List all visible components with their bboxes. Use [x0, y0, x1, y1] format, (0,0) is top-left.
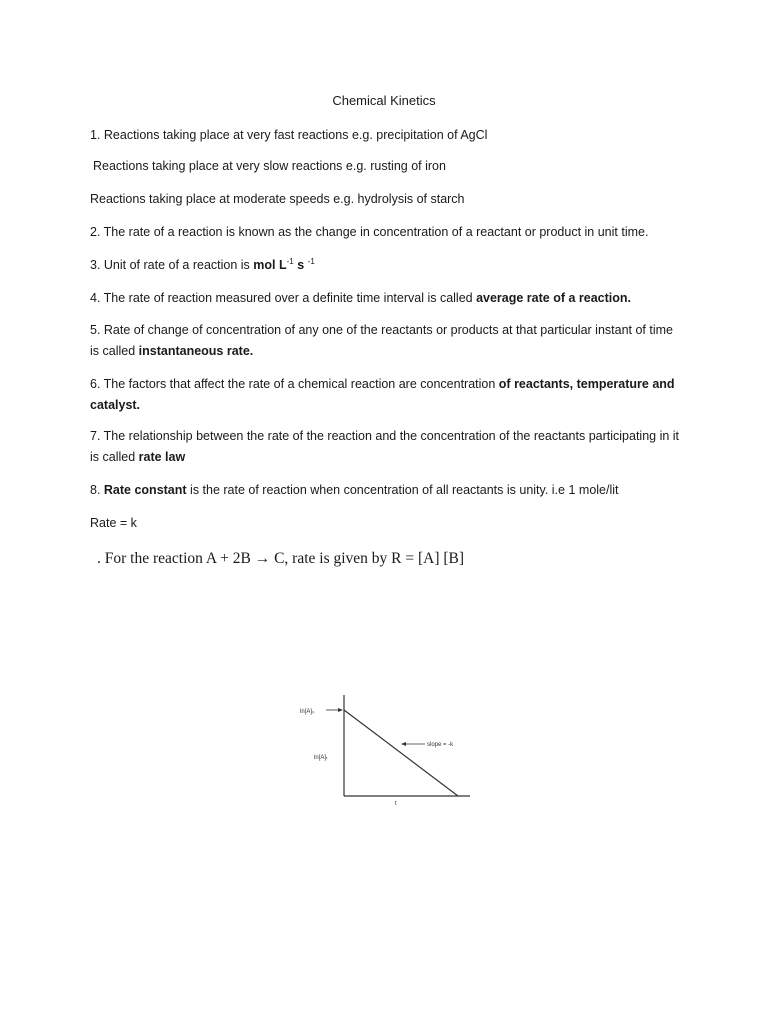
paragraph-6: [90, 374, 680, 416]
paragraph-8-text: 8.: [90, 483, 104, 497]
paragraph-1: 1. Reactions taking place at very fast reactions e.g. precipitation of AgCl: [90, 128, 488, 142]
rate-unit-mol-l: mol L: [253, 258, 287, 272]
paragraph-6-text: 6. The factors that affect the rate of a chemical reaction are concentration: [90, 377, 499, 391]
paragraph-8: [90, 480, 710, 501]
paragraph-4: [90, 288, 690, 309]
paragraph-1c: Reactions taking place at moderate speeds e.g. hydrolysis of starch: [90, 192, 465, 206]
first-order-graph: [290, 690, 480, 840]
rate-unit-sup-s: -1: [307, 256, 315, 266]
paragraph-5-bold: instantaneous rate.: [138, 344, 254, 358]
x-label: t: [395, 801, 397, 807]
paragraph-4-bold: average rate of a reaction.: [476, 291, 632, 305]
slope-arrow-head: [401, 742, 406, 746]
paragraph-3: [90, 255, 690, 276]
paragraph-1b: Reactions taking place at very slow reactions e.g. rusting of iron: [93, 159, 446, 173]
paragraph-4-text: 4. The rate of reaction measured over a definite time interval is called: [90, 291, 477, 305]
decay-line: [344, 710, 458, 796]
rate-unit-s: s: [293, 258, 308, 272]
y-label-t: ln[A]ₜ: [314, 755, 328, 761]
paragraph-3-text: 3. Unit of rate of a reaction is: [90, 258, 254, 272]
reaction-statement: . For the reaction A + 2B → C, rate is given by R = [A] [B]: [97, 550, 465, 567]
paragraph-5-text: 5. Rate of change of concentration of any one of the reactants or products at that particular instant of time is called: [90, 323, 673, 358]
paragraph-2: 2. The rate of a reaction is known as the change in concentration of a reactant or product in unit time.: [90, 225, 649, 239]
initial-arrow-head: [338, 708, 343, 712]
y-label-initial: ln[A]₀: [300, 709, 315, 715]
paragraph-7-bold: rate law: [138, 450, 186, 464]
slope-label: slope = -k: [427, 742, 454, 748]
paragraph-7-text: 7. The relationship between the rate of the reaction and the concentration of the reactants participating in it is called: [90, 429, 680, 464]
paragraph-6-bold: of reactants, temperature and catalyst.: [90, 377, 675, 412]
page-title: Chemical Kinetics: [332, 93, 436, 108]
rate-unit-sup-l: -1: [286, 256, 294, 266]
paragraph-8-bold: Rate constant: [103, 483, 187, 497]
paragraph-5: [90, 320, 680, 362]
rate-equation: Rate = k: [90, 516, 137, 530]
paragraph-8-suffix: is the rate of reaction when concentration of all reactants is unity. i.e 1 mole/lit: [186, 483, 619, 497]
paragraph-7: [90, 426, 690, 468]
